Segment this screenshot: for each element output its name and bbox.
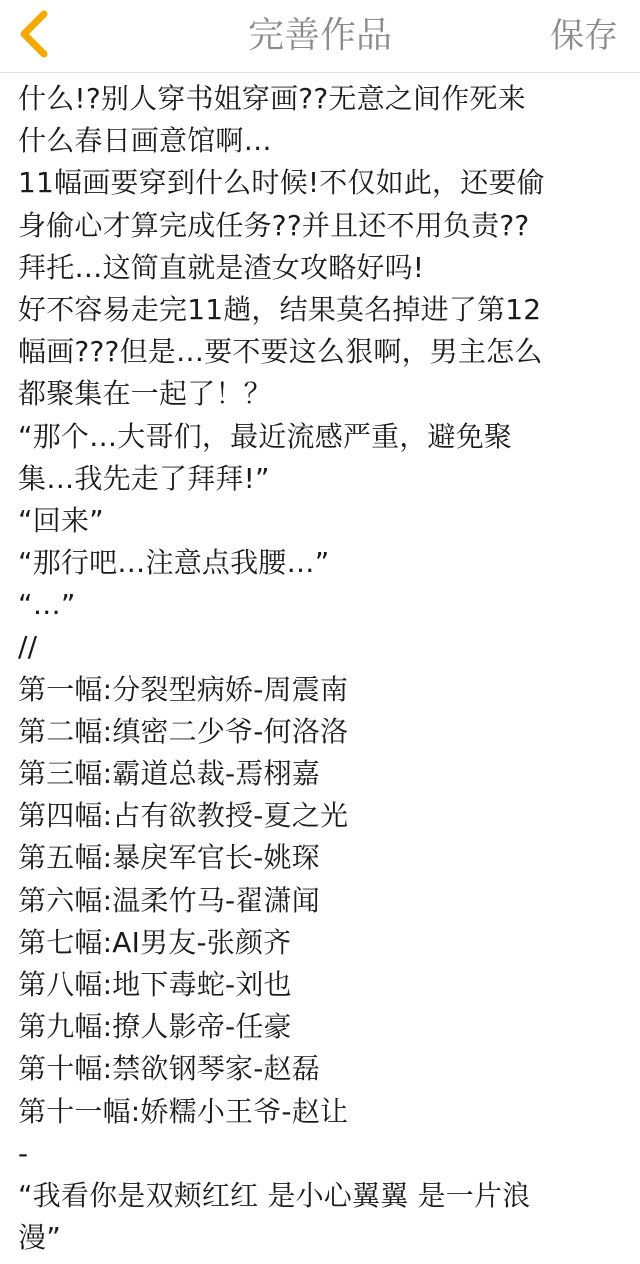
text-line: “那行吧…注意点我腰…”	[18, 546, 330, 580]
text-line: 第三幅:霸道总裁-焉栩嘉	[18, 757, 320, 790]
text-line: 第二幅:缜密二少爷-何洛洛	[18, 714, 349, 748]
text-line: 第四幅:占有欲教授-夏之光	[18, 799, 349, 833]
text-line: 集…我先走了拜拜!”	[18, 461, 270, 495]
text-line: 第十一幅:娇糯小王爷-赵让	[18, 1094, 349, 1128]
text-line: “我看你是双颊红红 是小心翼翼 是一片浪	[18, 1178, 531, 1212]
text-line: 好不容易走完11趟，结果莫名掉进了第12	[18, 292, 542, 326]
top-bar	[0, 0, 640, 73]
text-line: 第八幅:地下毒蛇-刘也	[18, 967, 292, 1001]
text-line: 第一幅:分裂型病娇-周震南	[18, 672, 349, 706]
text-line: 什么春日画意馆啊…	[18, 124, 272, 158]
text-line: 第五幅:暴戾军官长-姚琛	[18, 841, 320, 875]
text-line: 11幅画要穿到什么时候!不仅如此，还要偷	[18, 166, 545, 200]
text-line: 第十幅:禁欲钢琴家-赵磊	[18, 1052, 320, 1086]
text-line: 幅画???但是…要不要这么狠啊，男主怎么	[18, 335, 543, 369]
text-line: 都聚集在一起了！？	[18, 377, 272, 411]
text-line: 第六幅:温柔竹马-翟潇闻	[18, 883, 320, 917]
text-line: 什么!?别人穿书姐穿画??无意之间作死来	[18, 82, 526, 115]
work-description-editor[interactable]	[18, 78, 628, 1258]
text-line: 第九幅:撩人影帝-任豪	[18, 1010, 292, 1044]
text-line: 漫”	[18, 1221, 61, 1255]
save-button[interactable]: 保存	[550, 16, 618, 56]
text-line: “…”	[18, 588, 76, 622]
text-line: 第七幅:AI男友-张颜齐	[18, 925, 292, 959]
text-line: “回来”	[18, 503, 104, 537]
chevron-left-icon	[10, 8, 58, 60]
text-line: 身偷心才算完成任务??并且还不用负责??	[18, 208, 530, 242]
page-title: 完善作品	[247, 15, 392, 56]
text-line: “那个…大哥们，最近流感严重，避免聚	[18, 419, 513, 453]
text-line: 拜托…这简直就是渣女攻略好吗!	[18, 250, 425, 284]
text-line: -	[18, 1136, 29, 1170]
text-line: //	[18, 630, 38, 664]
back-button[interactable]	[10, 8, 58, 60]
